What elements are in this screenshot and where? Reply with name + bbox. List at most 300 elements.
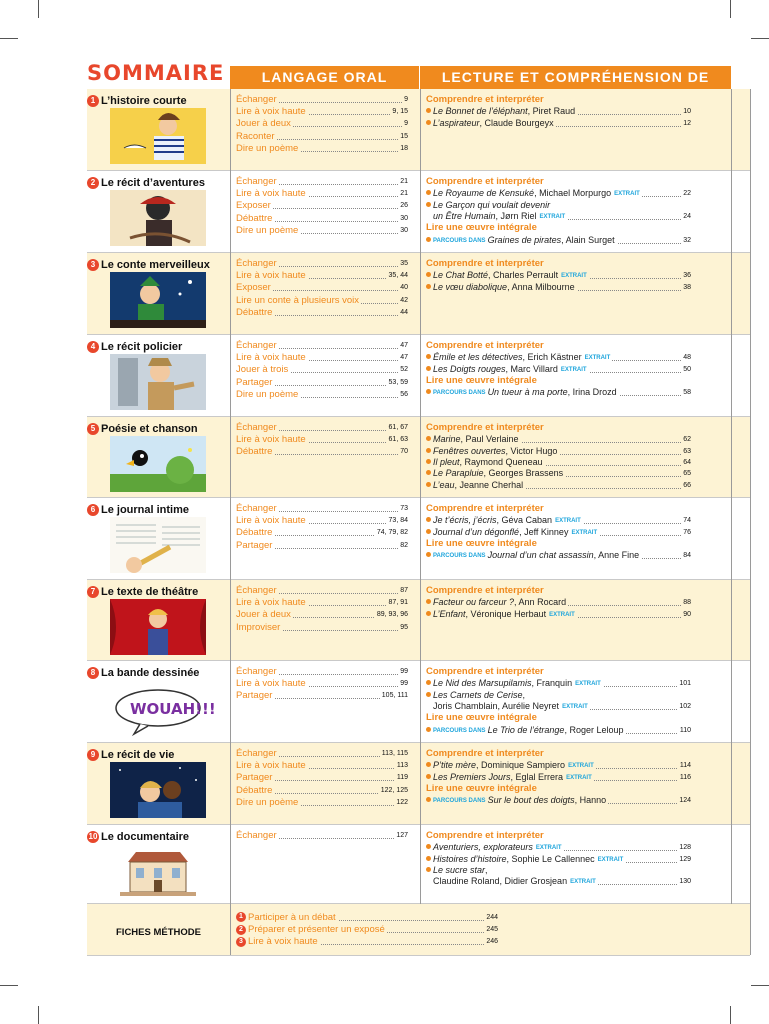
bullet-icon [426,552,431,557]
unit-heading [87,420,230,498]
page-number: 15 [398,131,408,143]
work-author: , Eglal Errera [510,771,564,782]
page-number: 62 [683,436,691,444]
bullet-icon [426,517,431,522]
extrait-tag: EXTRAIT [584,355,611,362]
page-number: 87, 91 [387,597,408,609]
oral-item: Jouer à trois 52 [236,364,408,376]
oral-item: Échanger 113, 115 [236,748,408,759]
oral-item: Lire à voix haute 113 [236,760,408,772]
fiche-label: Lire à voix haute [248,936,318,948]
unit-title: Le récit de vie [101,748,175,761]
oral-item: Partager 119 [236,772,408,784]
page-number: 24 [683,212,691,220]
lecture-item [426,609,691,620]
work-author: , Charles Perrault [488,270,559,281]
bullet-icon [426,448,431,453]
page-number: 76 [683,528,691,536]
bullet-icon [426,867,431,872]
extrait-tag: EXTRAIT [560,366,587,373]
page-number: 130 [679,878,691,886]
page-number: 61, 67 [387,422,408,434]
lecture-item [426,842,691,853]
oral-item: Lire à voix haute 99 [236,678,408,690]
parcours-tag: PARCOURS DANS [433,727,486,734]
crop-mark [38,1006,39,1024]
work-author: , Roger Leloup [564,724,624,735]
bullet-icon [426,774,431,779]
extrait-tag: EXTRAIT [566,774,592,781]
lecture-item [426,235,691,246]
oral-list [236,830,408,842]
fiche-number-badge: 3 [236,937,246,947]
page-number: 35 [398,258,408,270]
lecture-item [426,270,691,281]
work-author: , Michael Morpurgo [534,188,612,199]
fiches-methode-label: FICHES MÉTHODE [116,927,201,938]
work-title: Fenêtres ouvertes [433,445,506,456]
page-number: 116 [679,773,691,781]
oral-list [236,666,408,703]
lecture-list [426,585,691,620]
bullet-icon [426,692,431,697]
work-author: , Géva Caban [496,515,553,526]
page-number: 36 [683,272,691,280]
extrait-tag: EXTRAIT [614,191,640,198]
work-author: , Jeanne Cherhal [454,479,524,490]
page-number: 48 [683,354,691,362]
parcours-tag: PARCOURS DANS [433,390,486,397]
lecture-item [426,200,691,211]
page-number: 18 [398,143,408,155]
parcours-tag: PARCOURS DANS [433,798,486,805]
oral-item: Échanger 21 [236,176,408,187]
page-number: 65 [683,470,691,478]
page-number: 119 [395,772,408,784]
oral-item: Échanger 99 [236,666,408,677]
unit-heading [87,828,230,906]
oral-list [236,258,408,319]
lecture-item [426,188,691,199]
oral-item: Dire un poème 30 [236,224,408,236]
bullet-icon [426,529,431,534]
oral-item: Partager 53, 59 [236,376,408,388]
page-number: 30 [398,213,408,225]
bullet-icon [426,272,431,277]
bullet-icon [426,436,431,441]
work-title: Il pleut [433,456,460,467]
oral-item: Lire à voix haute 47 [236,352,408,364]
work-title: Je t’écris, j’écris [433,515,497,526]
header-lecture: LECTURE ET COMPRÉHENSION DE [420,66,731,89]
work-title: Le Chat Botté [433,270,489,281]
page-number: 32 [683,236,691,244]
bullet-icon [426,237,431,242]
page-number: 129 [679,855,691,863]
work-author: , [485,864,488,875]
work-author: , Piret Raud [527,106,576,117]
work-title: P’tite mère [433,760,477,771]
page-number: 10 [683,108,691,116]
lecture-item [426,352,691,363]
crop-mark [0,38,18,39]
work-title: Marine [433,434,461,445]
page-number: 88 [683,599,691,607]
extrait-tag: EXTRAIT [549,611,575,618]
row-divider [87,955,750,956]
page-number: 9 [402,118,408,130]
oral-item: Jouer à deux 9 [236,118,408,130]
work-author: , Dominique Sampiero [476,760,566,771]
page-number: 84 [683,552,691,560]
column-divider [750,89,751,955]
unit-title: Le récit policier [101,340,183,353]
page-number: 40 [398,282,408,294]
bullet-icon [426,284,431,289]
bullet-icon [426,727,431,732]
page-number: 245 [484,924,498,936]
work-title: Le Trio de l’étrange [487,724,565,735]
oral-item: Échanger 47 [236,340,408,351]
work-title: L’eau [433,479,455,490]
lecture-section-heading: Comprendre et interpréter [426,340,544,351]
oral-item: Échanger 9 [236,94,408,105]
work-title: L’Enfant [433,608,466,619]
unit-heading [87,583,230,661]
lecture-section-heading: Lire une œuvre intégrale [426,374,537,386]
oral-item: Échanger 61, 67 [236,422,408,433]
work-title: Sur le bout des doigts [487,795,575,806]
lecture-item [426,795,691,806]
lecture-item [426,865,691,876]
unit-number-badge: 10 [88,831,98,841]
work-title: Histoires d’histoire [433,853,507,864]
bullet-icon [426,108,431,113]
unit-title: La bande dessinée [101,666,200,679]
work-author: , Marc Villard [505,363,558,374]
work-author: , Georges Brassens [483,468,564,479]
lecture-section-heading: Comprendre et interpréter [426,94,544,105]
extrait-tag: EXTRAIT [561,273,587,280]
extrait-tag: EXTRAIT [570,879,596,886]
work-title: Les Doigts rouges [433,363,506,374]
oral-list [236,503,408,552]
column-divider [731,89,732,904]
extrait-tag: EXTRAIT [535,845,562,852]
bullet-icon [426,202,431,207]
lecture-section-heading: Comprendre et interpréter [426,422,544,433]
work-title: Le Bonnet de l’éléphant [433,106,528,117]
work-title: Les Carnets de Cerise [433,689,523,700]
page-number: 61, 63 [387,434,408,446]
page-number: 124 [679,797,691,805]
unit-heading [87,256,230,334]
crop-mark [0,985,18,986]
lecture-item [426,854,691,865]
page-number: 246 [484,936,498,948]
lecture-item [426,772,691,783]
stargazing-illustration-icon [110,762,206,818]
work-author: , Paul Verlaine [460,434,519,445]
lecture-item [426,701,691,712]
lecture-item [426,527,691,538]
page-number: 30 [398,225,408,237]
page-number: 105, 111 [380,690,408,702]
fairy-tale-illustration-icon [110,272,206,328]
oral-list [236,94,408,155]
page-number: 122, 125 [379,785,408,797]
lecture-section-heading: Lire une œuvre intégrale [426,537,537,549]
bullet-icon [426,482,431,487]
page-number: 74, 79, 82 [375,527,408,539]
page-number: 99 [398,678,408,690]
unit-heading [87,501,230,579]
oral-item: Dire un poème 56 [236,388,408,400]
bullet-icon [426,366,431,371]
extrait-tag: EXTRAIT [571,529,598,536]
lecture-item [426,211,691,222]
unit-title: Le documentaire [101,830,190,843]
oral-item: Débattre 74, 79, 82 [236,527,408,539]
lecture-section-heading: Comprendre et interpréter [426,503,544,514]
crop-mark [730,0,731,18]
bullet-icon [426,120,431,125]
work-title: Journal d’un dégonflé [433,526,520,537]
oral-list [236,422,408,459]
page-number: 22 [683,190,691,198]
work-author: , Alain Surget [561,234,615,245]
extrait-tag: EXTRAIT [568,763,594,770]
lecture-section-heading: Lire une œuvre intégrale [426,712,537,724]
work-author: , Jeff Kinney [519,526,569,537]
oral-item: Débattre 70 [236,446,408,458]
lecture-section-heading: Comprendre et interpréter [426,748,544,759]
page-number: 63 [683,447,691,455]
work-title: un Être Humain [433,210,496,221]
oral-list [236,748,408,809]
page-number: 47 [398,340,408,352]
work-author: , Hanno [574,795,607,806]
page-number: 95 [398,622,408,634]
fiche-item [236,924,498,936]
diary-illustration-icon [110,517,206,573]
crop-mark [730,1006,731,1024]
bullet-icon [426,354,431,359]
oral-item: Exposer 26 [236,200,408,212]
oral-item: Partager 82 [236,539,408,551]
oral-item: Échanger 87 [236,585,408,596]
work-author: , Véronique Herbaut [465,608,547,619]
page-number: 73 [398,503,408,515]
work-author: , Jørn Riel [495,210,537,221]
page-number: 44 [398,307,408,319]
lecture-section-heading: Lire une œuvre intégrale [426,222,537,234]
bullet-icon [426,844,431,849]
work-author: , Anne Fine [593,550,640,561]
work-author: , Sophie Le Callennec [506,853,595,864]
unit-heading [87,174,230,252]
oral-item: Échanger 73 [236,503,408,514]
oral-item: Débattre 122, 125 [236,784,408,796]
lecture-section-heading: Comprendre et interpréter [426,258,544,269]
lecture-item [426,446,691,457]
crop-mark [751,985,769,986]
oral-item: Partager 105, 111 [236,690,408,702]
work-title: Les Premiers Jours [433,771,511,782]
unit-number-badge: 5 [87,423,99,435]
work-author: Joris Chamblain, Aurélie Neyret [433,700,560,711]
page-number: 114 [679,762,691,770]
bullet-icon [426,762,431,767]
page-number: 64 [683,458,691,466]
unit-number-badge: 8 [87,667,99,679]
work-title: Le Garçon qui voulait devenir [433,199,551,210]
page-title: SOMMAIRE [87,61,225,85]
lecture-item [426,876,691,887]
page-number: 90 [683,610,691,618]
unit-title: Le conte merveilleux [101,258,210,271]
unit-number-badge: 3 [87,259,99,271]
lecture-item [426,597,691,608]
page-number: 53, 59 [387,377,408,389]
lecture-list [426,830,691,888]
parcours-tag: PARCOURS DANS [433,553,486,560]
fiche-label: Préparer et présenter un exposé [248,924,385,936]
header-oral: LANGAGE ORAL [230,66,419,89]
page-number: 101 [679,680,691,688]
page-number: 52 [398,364,408,376]
lecture-item [426,364,691,375]
work-author: Claudine Roland, Didier Grosjean [433,876,568,887]
fiche-item [236,912,498,924]
page-number: 56 [398,389,408,401]
unit-title: Poésie et chanson [101,422,198,435]
oral-item: Lire à voix haute 21 [236,188,408,200]
page-number: 87 [398,585,408,597]
work-title: Graines de pirates [487,234,562,245]
oral-item: Lire à voix haute 87, 91 [236,597,408,609]
page-number: 70 [398,446,408,458]
extrait-tag: EXTRAIT [575,681,601,688]
oral-list [236,340,408,401]
oral-item: Jouer à deux 89, 93, 96 [236,609,408,621]
parcours-tag: PARCOURS DANS [433,237,486,244]
page-number: 66 [683,481,691,489]
bullet-icon [426,190,431,195]
oral-item: Débattre 44 [236,306,408,318]
unit-heading [87,338,230,416]
work-title: Le Royaume de Kensuké [433,188,535,199]
story-illustration-icon [110,108,206,164]
lecture-item [426,678,691,689]
work-author: , Claude Bourgeyx [479,117,554,128]
lecture-list [426,94,691,129]
theatre-illustration-icon [110,599,206,655]
work-title: Un tueur à ma porte [487,387,568,398]
extrait-tag: EXTRAIT [539,213,566,220]
lecture-item [426,457,691,468]
unit-number-badge: 6 [87,504,99,516]
fiches-methode-list [236,912,498,949]
fiche-label: Participer à un débat [248,912,336,923]
column-divider [230,89,231,955]
lecture-list [426,340,691,399]
work-author: , Raymond Queneau [459,456,543,467]
page-number: 113, 115 [380,748,408,760]
lecture-list [426,422,691,491]
unit-heading [87,92,230,170]
fiche-number-badge: 2 [236,925,246,935]
unit-title: Le récit d’aventures [101,176,205,189]
svg-text:WOUAH!!!: WOUAH!!! [130,700,216,718]
work-author: , Anna Milbourne [507,281,575,292]
lecture-item [426,468,691,479]
unit-title: Le journal intime [101,503,190,516]
lecture-item [426,118,691,129]
page-number: 102 [679,702,691,710]
work-title: Le sucre star [433,864,486,875]
page-number: 21 [398,176,408,188]
bullet-icon [426,470,431,475]
page-number: 35, 44 [387,270,408,282]
bullet-icon [426,459,431,464]
unit-heading [87,746,230,824]
lecture-list [426,176,691,246]
oral-item: Dire un poème 18 [236,142,408,154]
page-number: 9 [402,94,408,106]
work-author: , Irina Drozd [567,387,617,398]
fiche-number-badge: 1 [236,912,246,922]
work-title: Le Nid des Marsupilamis [433,678,532,689]
column-divider [420,89,421,904]
lecture-item [426,725,691,736]
unit-number-badge: 7 [87,586,99,598]
building-illustration-icon [110,844,206,900]
extrait-tag: EXTRAIT [562,703,588,710]
oral-item: Exposer 40 [236,282,408,294]
lecture-section-heading: Comprendre et interpréter [426,666,544,677]
lecture-item [426,387,691,398]
bullet-icon [426,389,431,394]
page-number: 110 [679,726,691,734]
oral-list [236,176,408,237]
fiche-item [236,936,498,948]
page-number: 21 [398,188,408,200]
detective-illustration-icon [110,354,206,410]
work-title: Le vœu diabolique [433,281,508,292]
oral-item: Débattre 30 [236,212,408,224]
work-title: Le Parapluie [433,468,484,479]
work-author: , Franquin [531,678,573,689]
page-number: 128 [679,844,691,852]
work-author: , Ann Rocard [514,597,567,608]
oral-item: Échanger 35 [236,258,408,269]
unit-title: Le texte de théâtre [101,585,199,598]
work-title: L’aspirateur [433,117,480,128]
bullet-icon [426,797,431,802]
lecture-list [426,748,691,807]
page-number: 12 [683,119,691,127]
bullet-icon [426,611,431,616]
page-number: 73, 84 [387,515,408,527]
oral-item: Improviser 95 [236,621,408,633]
oral-item: Lire à voix haute 61, 63 [236,434,408,446]
comic-bubble-illustration-icon [110,680,216,736]
page-number: 50 [683,365,691,373]
lecture-item [426,550,691,561]
page-number: 113 [395,760,408,772]
work-author: , Victor Hugo [505,445,558,456]
